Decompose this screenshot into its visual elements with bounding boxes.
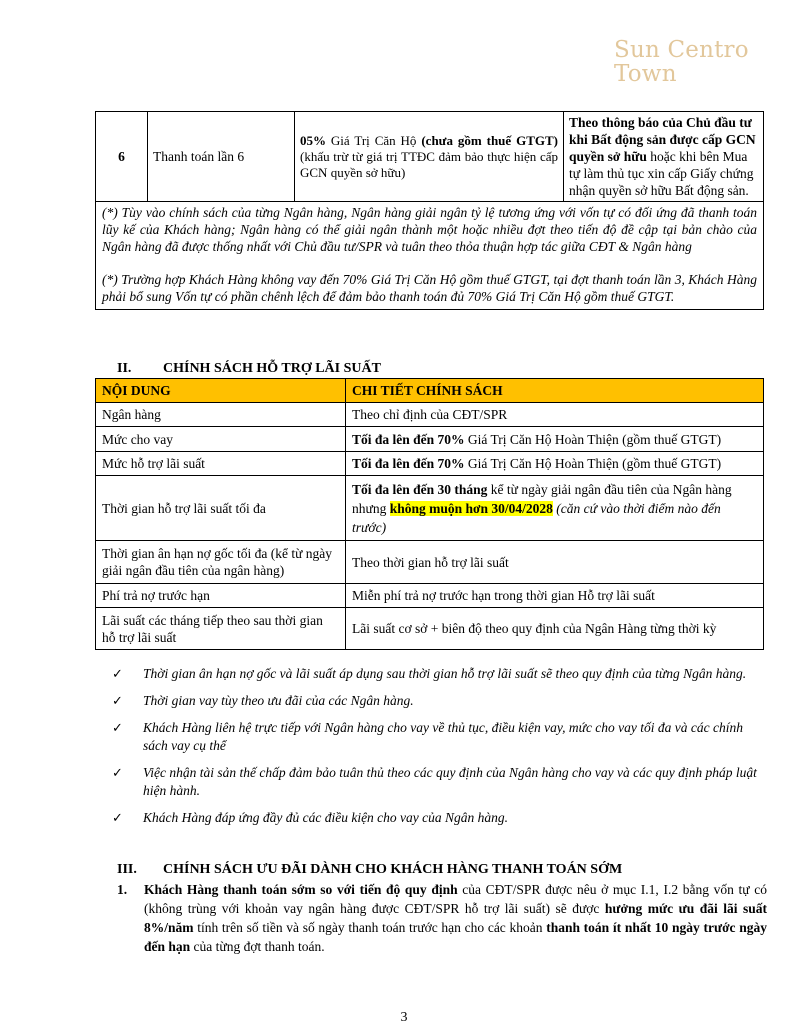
table-row <box>96 403 764 427</box>
payment-timing: Theo thông báo của Chủ đầu tư khi Bất động sản được cấp GCN quyền sở hữu hoặc khi bên Mua tự làm thủ tục xin cấp Giấy chứng nhận quyền sở hữu Bất động sản. <box>564 112 764 202</box>
table-row <box>96 476 764 541</box>
list-item: ✓ Khách Hàng liên hệ trực tiếp với Ngân hàng cho vay về thủ tục, điều kiện vay, mức cho vay tối đa và các chính sách vay cụ thể <box>112 720 744 753</box>
row-label: Thời gian hỗ trợ lãi suất tối đa <box>96 476 346 541</box>
table-row <box>96 452 764 476</box>
list-item: ✓ Việc nhận tài sản thế chấp đảm bảo tuân thủ theo các quy định của Ngân hàng cho vay và các quy định pháp luật hiện hành. <box>112 765 757 798</box>
deadline-highlight: không muộn hơn 30/04/2028 <box>389 500 553 516</box>
list-item: ✓ Thời gian ân hạn nợ gốc và lãi suất áp dụng sau thời gian hỗ trợ lãi suất sẽ theo quy định của từng Ngân hàng. <box>112 666 747 681</box>
row-value: Theo chỉ định của CĐT/SPR <box>346 403 764 427</box>
section-number: III. <box>117 862 137 877</box>
table-row <box>96 608 764 650</box>
row-value: Tối đa lên đến 30 tháng kể từ ngày giải ngân đầu tiên của Ngân hàng nhưng không muộn hơn 30/04/2028 (căn cứ vào thời điểm nào đến trước) <box>346 476 764 541</box>
row-value: Tối đa lên đến 70% Giá Trị Căn Hộ Hoàn Thiện (gồm thuế GTGT) <box>346 427 764 452</box>
table-header <box>96 379 764 403</box>
early-payment-paragraph <box>117 880 767 956</box>
check-list <box>110 665 760 836</box>
header-detail: CHI TIẾT CHÍNH SÁCH <box>346 379 764 403</box>
header-content: NỘI DUNG <box>96 379 346 403</box>
note-bank-disbursement: (*) Tùy vào chính sách của từng Ngân hàng, Ngân hàng giải ngân tỷ lệ tương ứng với vốn tự có đối ứng đã thanh toán lũy kế của Khách hàng; Ngân hàng có thể giải ngân thành một hoặc nhiều đợt theo tiến độ đề cập tại bản chào của Ngân hàng đã được thống nhất với Chủ đầu tư/SPR và tuân theo thỏa thuận hợp tác giữa CĐT & Ngân hàng <box>102 205 757 254</box>
row-label: Phí trả nợ trước hạn <box>96 584 346 608</box>
logo-line-2: Town <box>614 61 677 87</box>
table-row <box>96 427 764 452</box>
checkmark-icon: ✓ <box>112 720 123 735</box>
checkmark-icon: ✓ <box>112 693 123 708</box>
section-3-heading <box>117 862 622 878</box>
item-number: 1. <box>117 882 128 897</box>
section-title: CHÍNH SÁCH ƯU ĐÃI DÀNH CHO KHÁCH HÀNG THANH TOÁN SỚM <box>163 862 623 877</box>
checkmark-icon: ✓ <box>112 765 123 780</box>
section-2-heading <box>117 361 381 377</box>
section-number: II. <box>117 361 132 376</box>
logo-line-1: Sun Centro <box>614 37 749 63</box>
payment-amount: 05% Giá Trị Căn Hộ (chưa gồm thuế GTGT) (khấu trừ từ giá trị TTĐC đảm bảo thực hiện cấp GCN quyền sở hữu) <box>295 112 564 202</box>
note-loan-shortfall: (*) Trường hợp Khách Hàng không vay đến 70% Giá Trị Căn Hộ gồm thuế GTGT, tại đợt thanh toán lần 3, Khách Hàng phải bổ sung Vốn tự có phần chênh lệch để đảm bảo thanh toán đủ 70% Giá Trị Căn Hộ gồm thuế GTGT. <box>102 272 757 304</box>
list-item: ✓ Thời gian vay tùy theo ưu đãi của các Ngân hàng. <box>112 693 414 708</box>
row-value: Miễn phí trả nợ trước hạn trong thời gian Hỗ trợ lãi suất <box>346 584 764 608</box>
table-row <box>96 541 764 584</box>
row-value: Tối đa lên đến 70% Giá Trị Căn Hộ Hoàn Thiện (gồm thuế GTGT) <box>346 452 764 476</box>
row-label: Lãi suất các tháng tiếp theo sau thời gian hỗ trợ lãi suất <box>96 608 346 650</box>
brand-logo <box>614 38 749 86</box>
section-title: CHÍNH SÁCH HỖ TRỢ LÃI SUẤT <box>163 361 381 376</box>
interest-support-table <box>95 378 764 650</box>
checkmark-icon: ✓ <box>112 810 123 825</box>
row-label: Mức cho vay <box>96 427 346 452</box>
page-number: 3 <box>400 1010 408 1025</box>
row-value: Theo thời gian hỗ trợ lãi suất <box>346 541 764 584</box>
payment-number: 6 <box>96 112 148 202</box>
payment-notes <box>96 202 764 310</box>
checkmark-icon: ✓ <box>112 666 123 681</box>
table-row <box>96 112 764 202</box>
payment-name: Thanh toán lần 6 <box>148 112 295 202</box>
row-label: Thời gian ân hạn nợ gốc tối đa (kể từ ngày giải ngân đầu tiên của ngân hàng) <box>96 541 346 584</box>
table-row <box>96 584 764 608</box>
row-value: Lãi suất cơ sở + biên độ theo quy định của Ngân Hàng từng thời kỳ <box>346 608 764 650</box>
list-item: ✓ Khách Hàng đáp ứng đầy đủ các điều kiện cho vay của Ngân hàng. <box>112 810 509 825</box>
payment-schedule-table <box>95 111 764 310</box>
table-note-row <box>96 202 764 310</box>
item-text: Khách Hàng thanh toán sớm so với tiến độ quy định của CĐT/SPR được nêu ở mục I.1, I.2 bằng vốn tự có (không trùng với khoản vay ngân hàng được CĐT/SPR hỗ trợ lãi suất) sẽ được hưởng mức ưu đãi lãi suất 8%/năm tính trên số tiền và số ngày thanh toán trước hạn cho các khoản thanh toán ít nhất 10 ngày trước ngày đến hạn của từng đợt thanh toán. <box>144 882 768 954</box>
row-label: Mức hỗ trợ lãi suất <box>96 452 346 476</box>
row-label: Ngân hàng <box>96 403 346 427</box>
